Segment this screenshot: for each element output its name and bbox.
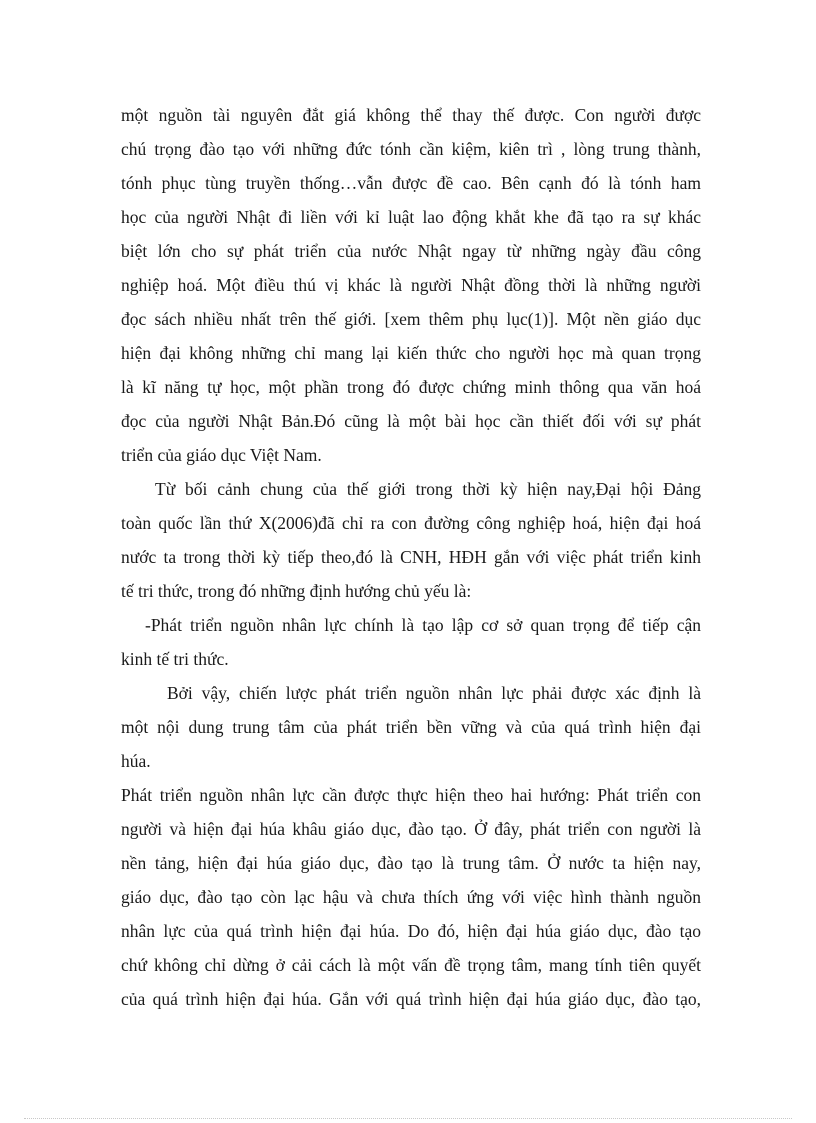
text-line: hiện đại không những chỉ mang lại kiến thức cho người học mà quan trọng bbox=[121, 343, 701, 363]
text-line: là kĩ năng tự học, một phần trong đó được chứng minh thông qua văn hoá bbox=[121, 377, 701, 397]
text-line: biệt lớn cho sự phát triển của nước Nhật ngay từ những ngày đầu công bbox=[121, 241, 701, 261]
text-line: húa. bbox=[121, 751, 151, 771]
text-line: chú trọng đào tạo với những đức tónh cần kiệm, kiên trì , lòng trung thành, bbox=[121, 139, 701, 159]
text-line: Từ bối cảnh chung của thế giới trong thời kỳ hiện nay,Đại hội Đảng bbox=[155, 479, 701, 499]
text-line: tế tri thức, trong đó những định hướng chủ yếu là: bbox=[121, 581, 472, 601]
text-line: nhân lực của quá trình hiện đại húa. Do đó, hiện đại húa giáo dục, đào tạo bbox=[121, 921, 701, 941]
text-line: người và hiện đại húa khâu giáo dục, đào tạo. Ở đây, phát triển con người là bbox=[121, 819, 701, 839]
text-line: nền tảng, hiện đại húa giáo dục, đào tạo là trung tâm. Ở nước ta hiện nay, bbox=[121, 853, 701, 873]
page-bottom-divider bbox=[24, 1118, 792, 1119]
text-line: đọc sách nhiều nhất trên thế giới. [xem thêm phụ lục(1)]. Một nền giáo dục bbox=[121, 309, 701, 329]
body-text bbox=[121, 98, 701, 1016]
text-line: nghiệp hoá. Một điều thú vị khác là người Nhật đồng thời là những người bbox=[121, 275, 701, 295]
text-line: học của người Nhật đi liền với kỉ luật lao động khắt khe đã tạo ra sự khác bbox=[121, 207, 701, 227]
text-line: một nguồn tài nguyên đắt giá không thể thay thế được. Con người được bbox=[121, 105, 701, 125]
text-line: triển của giáo dục Việt Nam. bbox=[121, 445, 322, 465]
text-line: đọc của người Nhật Bản.Đó cũng là một bài học cần thiết đối với sự phát bbox=[121, 411, 701, 431]
text-line: chứ không chỉ dừng ở cải cách là một vấn đề trọng tâm, mang tính tiên quyết bbox=[121, 955, 701, 975]
text-line: -Phát triển nguồn nhân lực chính là tạo lập cơ sở quan trọng để tiếp cận bbox=[145, 615, 701, 635]
text-line: tónh phục tùng truyền thống…vẫn được đề cao. Bên cạnh đó là tónh ham bbox=[121, 173, 701, 193]
text-line: Bởi vậy, chiến lược phát triển nguồn nhân lực phải được xác định là bbox=[167, 683, 701, 703]
text-line: toàn quốc lần thứ X(2006)đã chỉ ra con đường công nghiệp hoá, hiện đại hoá bbox=[121, 513, 701, 533]
text-line: một nội dung trung tâm của phát triển bền vững và của quá trình hiện đại bbox=[121, 717, 701, 737]
text-line: Phát triển nguồn nhân lực cần được thực hiện theo hai hướng: Phát triển con bbox=[121, 785, 701, 805]
text-line: kinh tế tri thức. bbox=[121, 649, 229, 669]
text-line: giáo dục, đào tạo còn lạc hậu và chưa thích ứng với việc hình thành nguồn bbox=[121, 887, 701, 907]
text-line: của quá trình hiện đại húa. Gắn với quá trình hiện đại húa giáo dục, đào tạo, bbox=[121, 989, 701, 1009]
text-line: nước ta trong thời kỳ tiếp theo,đó là CNH, HĐH gắn với việc phát triển kinh bbox=[121, 547, 701, 567]
